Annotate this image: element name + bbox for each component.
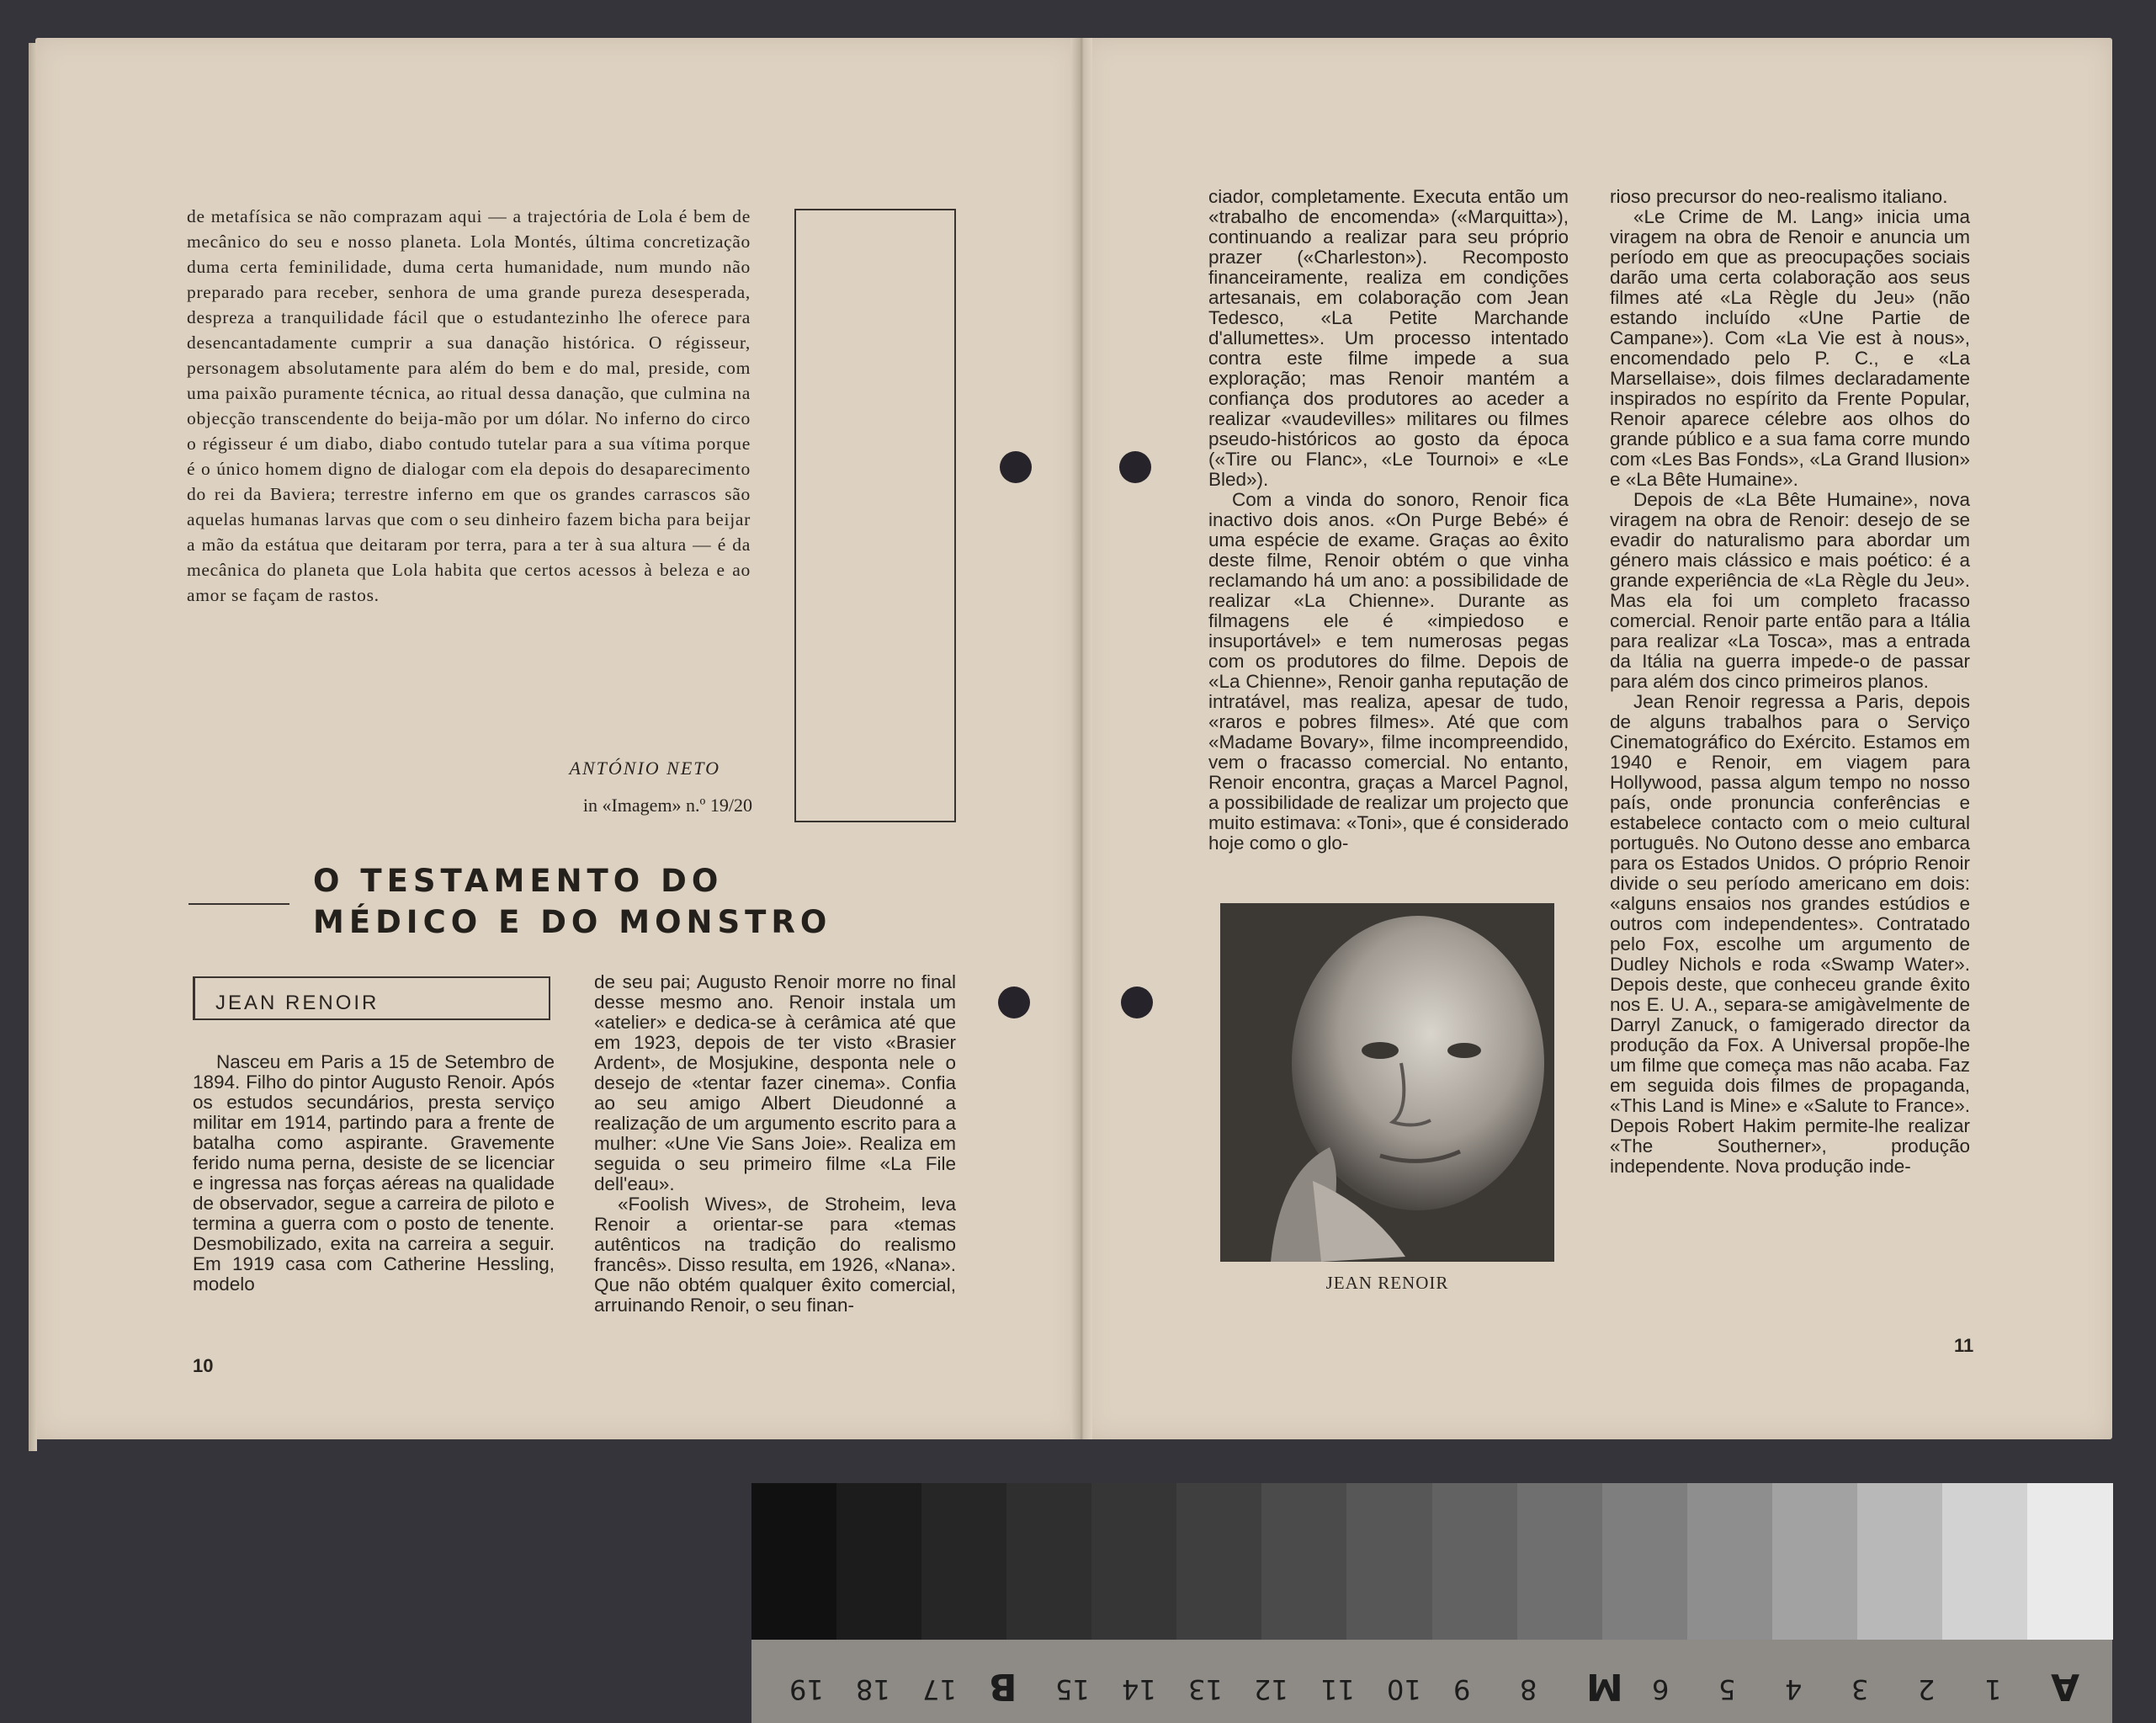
- gray-patch: [1176, 1483, 1262, 1640]
- portrait-image: [1220, 903, 1554, 1262]
- punch-hole: [1119, 451, 1151, 483]
- gray-patch: [1857, 1483, 1943, 1640]
- punch-hole: [998, 986, 1030, 1018]
- gray-patch: [2027, 1483, 2113, 1640]
- scale-label: M: [1585, 1665, 1623, 1708]
- scale-label: A: [2050, 1665, 2079, 1708]
- gray-patch: [1772, 1483, 1858, 1640]
- grayscale-label-strip: [751, 1640, 2112, 1723]
- scale-label: 19: [789, 1673, 825, 1705]
- gray-patch: [1261, 1483, 1347, 1640]
- name-box: JEAN RENOIR: [193, 976, 550, 1020]
- page-number-left: 10: [193, 1355, 214, 1376]
- gray-patch: [1346, 1483, 1432, 1640]
- scale-label: 2: [1917, 1673, 1936, 1705]
- paragraph: «Le Crime de M. Lang» inicia uma viragem na obra de Renoir e anuncia um período em que as preocupações sociais darão uma certa colaboração aos seus filmes até «La Règle du Jeu» (não estando incluído «Une Partie de Campane»). Com «La Vie est à nous», encomendado pelo P. C., e «La Marsellaise», dois filmes declaradamente inspirados no espírito da Frente Popular, Renoir aparece célebre aos olhos do grande público e a sua fama corre mundo com «Les Bas Fonds», «La Grand Ilusion» e «La Bête Humaine».: [1610, 206, 1970, 490]
- scale-label: 6: [1652, 1673, 1670, 1705]
- book-gutter: [1070, 38, 1092, 1439]
- paragraph: Com a vinda do sonoro, Renoir fica inactivo dois anos. «On Purge Bebé» é uma espécie de exame. Graças ao êxito deste filme, Renoir obtém o que vinha reclamando há um ano: a possibilidade de realizar «La Chienne». Durante as filmagens ele é «impiedoso e insuportável» e tem numerosas pegas com os produtores do filme. Depois de «La Chienne», Renoir ganha reputação de intratável, mas realiza, apesar de tudo, «raros e pobres filmes». Até que com «Madame Bovary», filme incompreendido, vem o fracasso comercial. No entanto, Renoir encontra, graças a Marcel Pagnol, a possibilidade de realizar um projecto que muito estimava: «Toni», que é considerado hoje como o glo-: [1208, 489, 1569, 854]
- article-title: [313, 860, 953, 943]
- scale-label: 10: [1387, 1673, 1421, 1705]
- scale-label: 18: [856, 1673, 890, 1705]
- scale-label: 13: [1187, 1673, 1223, 1705]
- scale-label: 15: [1054, 1673, 1090, 1705]
- gray-patch: [1517, 1483, 1603, 1640]
- right-col1: [1208, 187, 1569, 854]
- gray-patch: [1006, 1483, 1092, 1640]
- gray-patch: [1942, 1483, 2028, 1640]
- left-col1: [193, 1052, 555, 1295]
- color-checker-card: [751, 1483, 2112, 1723]
- gray-patch: [751, 1483, 837, 1640]
- scale-label: 4: [1785, 1673, 1803, 1705]
- paragraph: rioso precursor do neo-realismo italiano.: [1610, 186, 1948, 207]
- scale-label: 12: [1254, 1673, 1289, 1705]
- scale-label: B: [988, 1665, 1017, 1708]
- scale-label: 11: [1320, 1673, 1355, 1705]
- article-title-line2: MÉDICO E DO MONSTRO: [313, 904, 832, 940]
- scale-label: 1: [1983, 1673, 2002, 1705]
- punch-hole: [1000, 451, 1032, 483]
- scale-label: 14: [1121, 1673, 1156, 1705]
- portrait-photo: [1220, 903, 1554, 1262]
- quote-source: in «Imagem» n.º 19/20: [582, 795, 752, 816]
- paragraph: Nasceu em Paris a 15 de Setembro de 1894. Filho do pintor Augusto Renoir. Após os estudos secundários, presta serviço militar em 1914, partindo para a frente de batalha como aspirante. Gravemente ferido numa perna, desiste de se licenciar e ingressa nas forças aéreas na qualidade de observador, segue a carreira de piloto e termina a guerra com o posto de tenente. Desmobilizado, exita na carreira a seguir. Em 1919 casa com Catherine Hessling, modelo: [193, 1051, 555, 1295]
- scale-label: 5: [1718, 1673, 1736, 1705]
- quote-frame: [794, 209, 956, 822]
- left-col2: [594, 972, 956, 1316]
- scale-label: 8: [1519, 1673, 1537, 1705]
- title-rule: [189, 903, 289, 905]
- photo-caption: JEAN RENOIR: [1325, 1273, 1449, 1293]
- scale-label: 17: [922, 1673, 957, 1705]
- quote-author: ANTÓNIO NETO: [569, 758, 720, 779]
- right-col2: [1610, 187, 1970, 1177]
- paragraph: «Foolish Wives», de Stroheim, leva Renoir a orientar-se para «temas autênticos na tradição do realismo francês». Disso resulta, em 1926, «Nana». Que não obtém qualquer êxito comercial, arruinando Renoir, o seu finan-: [594, 1194, 956, 1316]
- gray-patch: [1602, 1483, 1688, 1640]
- quote-text: de metafísica se não comprazam aqui — a trajectória de Lola é bem de mecânico do seu e nosso planeta. Lola Montés, última concretização duma certa feminilidade, duma certa humanidade, num mundo não preparado para receber, senhora de uma grande pureza desesperada, despreza a tranquilidade fácil que o estudantezinho lhe oferece para desencantadamente cumprir a sua danação histórica. O régisseur, personagem absolutamente para além do bem e do mal, preside, com uma paixão puramente técnica, ao ritual dessa danação, que culmina na objecção transcendente do beija-mão por um dólar. No inferno do circo o régisseur é um diabo, diabo contudo tutelar para a sua vítima porque é o único homem digno de dialogar com ela depois do desaparecimento do rei da Baviera; terrestre inferno em que os grandes carrascos são aquelas humanas larvas que com o seu dinheiro fazem bicha para beijar a mão da estátua que deitaram por terra, para a ter à sua altura — é da mecânica do planeta que Lola habita que certos acessos à beleza e ao amor se façam de rastos.: [187, 206, 751, 605]
- gray-patch: [1687, 1483, 1773, 1640]
- punch-hole: [1121, 986, 1153, 1018]
- gray-patch: [1091, 1483, 1177, 1640]
- scale-label: 3: [1851, 1673, 1869, 1705]
- paragraph: Jean Renoir regressa a Paris, depois de alguns trabalhos para o Serviço Cinematográfico do Exército. Estamos em 1940 e Renoir, em viagem para Hollywood, passa algum tempo no nosso país, onde pronuncia conferências e estabelece contacto com o meio cultural português. No Outono desse ano embarca para os Estados Unidos. O próprio Renoir divide o seu período americano em dois: «alguns ensaios nos grandes estúdios e outros com independentes». Contratado pelo Fox, escolhe um argumento de Dudley Nichols e roda «Swamp Water». Depois deste, que conheceu grande êxito nos E. U. A., separa-se amigàvelmente de Darryl Zanuck, o famigerado director da produção da Fox. A Universal propõe-lhe um filme que começa mas não acaba. Faz em seguida dois filmes de propaganda, «This Land is Mine» e «Salute to France». Depois Robert Hakim permite-lhe realizar «The Southerner», produção independente. Nova produção inde-: [1610, 691, 1970, 1177]
- gray-patch: [921, 1483, 1007, 1640]
- scale-label: 9: [1452, 1673, 1471, 1705]
- paragraph: ciador, completamente. Executa então um «trabalho de encomenda» («Marquitta»), continuando a realizar para seu próprio prazer («Charleston»). Recomposto financeiramente, realiza em condições artesanais, em colaboração com Jean Tedesco, «La Petite Marchande d'allumettes». Um processo intentado contra este filme impede a sua exploração; mas Renoir mantém a confiança dos produtores ao aceder a realizar «vaudevilles» militares ou filmes pseudo-históricos ao gosto da época («Tire ou Flanc», «Le Tournoi» e «Le Bled»).: [1208, 186, 1569, 490]
- gray-patch: [836, 1483, 922, 1640]
- gray-patch: [1432, 1483, 1518, 1640]
- article-title-line1: O TESTAMENTO DO: [313, 863, 724, 899]
- page-number-right: 11: [1954, 1335, 1974, 1356]
- paragraph: Depois de «La Bête Humaine», nova viragem na obra de Renoir: desejo de se evadir do naturalismo para abordar um género mais clássico e mais poético: é a grande experiência de «La Règle du Jeu». Mas ela foi um completo fracasso comercial. Renoir parte então para a Itália para realizar «La Tosca», mas a entrada da Itália na guerra impede-o de passar para além dos cinco primeiros planos.: [1610, 489, 1970, 692]
- paragraph: de seu pai; Augusto Renoir morre no final desse mesmo ano. Renoir instala um «atelier» e dedica-se à cerâmica até que em 1923, depois de ter visto «Brasier Ardent», de Mosjukine, desponta nele o desejo de «tentar fazer cinema». Confia ao seu amigo Albert Dieudonné a realização de um argumento escrito para a mulher: «Une Vie Sans Joie». Realiza em seguida o seu primeiro filme «La File dell'eau».: [594, 971, 956, 1194]
